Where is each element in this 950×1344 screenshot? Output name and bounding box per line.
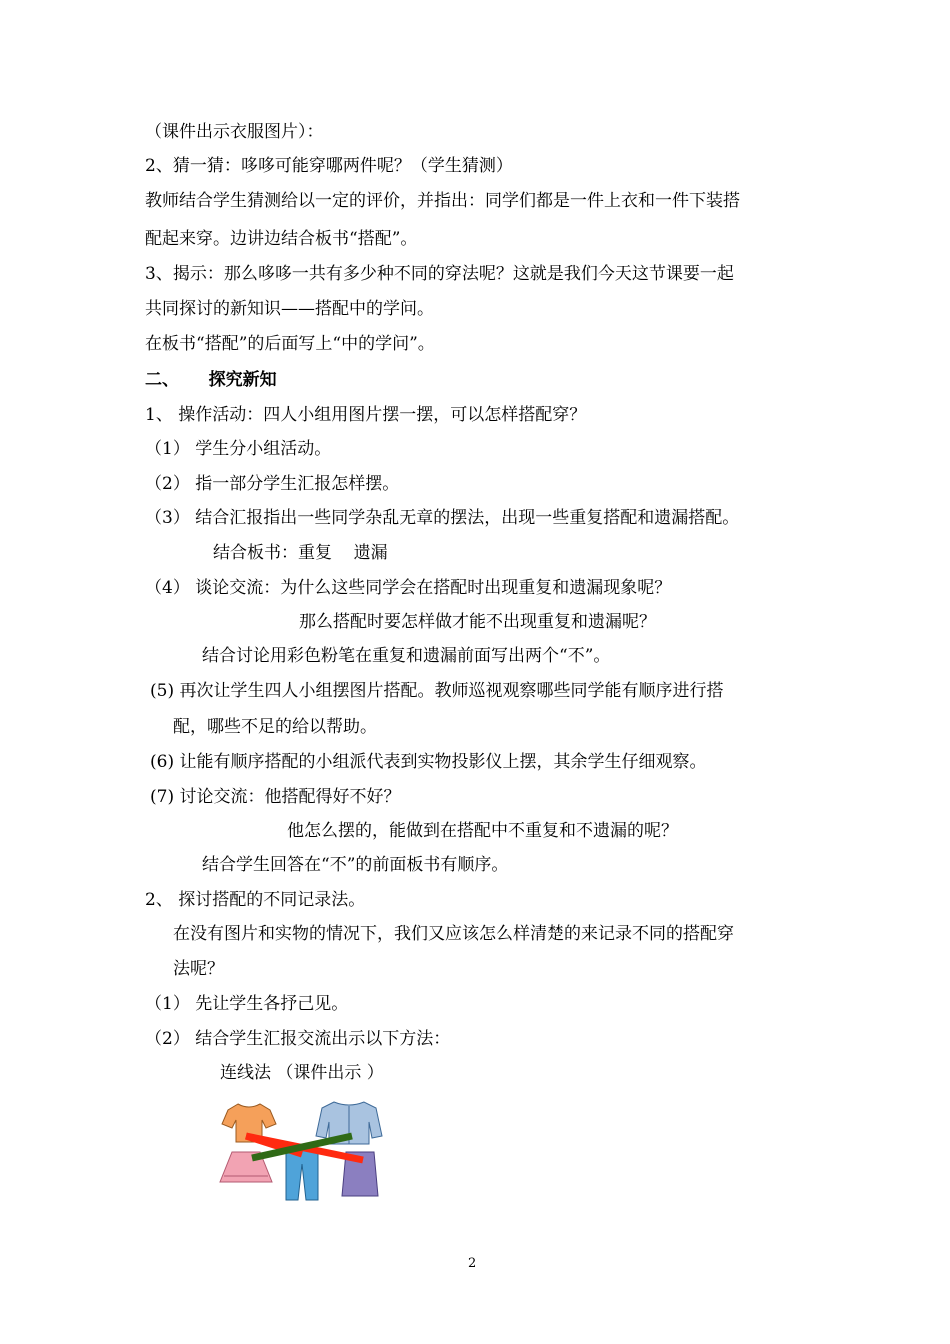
text-line-3: 教师结合学生猜测给以一定的评价，并指出：同学们都是一件上衣和一件下装搭 [145, 191, 740, 211]
text-line-4: 配起来穿。边讲边结合板书“搭配”。 [145, 229, 418, 249]
page-number: 2 [468, 1256, 477, 1271]
blue-jeans-icon [286, 1150, 318, 1200]
text-line-13: 结合板书：重复 遗漏 [213, 543, 388, 563]
text-line-2: 2、猜一猜：哆哆可能穿哪两件呢？（学生猜测） [145, 156, 513, 176]
clothing-pairing-illustration [216, 1096, 396, 1206]
text-line-27: （2） 结合学生汇报交流出示以下方法： [145, 1029, 451, 1049]
text-line-17: (5) 再次让学生四人小组摆图片搭配。教师巡视观察哪些同学能有顺序进行搭 [150, 681, 724, 701]
text-line-10: （1） 学生分小组活动。 [145, 439, 332, 459]
text-line-20: (7) 讨论交流：他搭配得好不好？ [150, 787, 401, 807]
section-heading: 二、 探究新知 [145, 370, 277, 390]
text-line-14: （4） 谈论交流：为什么这些同学会在搭配时出现重复和遗漏现象呢？ [145, 578, 672, 598]
text-line-11: （2） 指一部分学生汇报怎样摆。 [145, 474, 400, 494]
text-line-26: （1） 先让学生各抒己见。 [145, 994, 349, 1014]
text-line-22: 结合学生回答在“不”的前面板书有顺序。 [202, 855, 509, 875]
text-line-21: 他怎么摆的，能做到在搭配中不重复和不遗漏的呢？ [287, 821, 678, 841]
text-line-23: 2、 探讨搭配的不同记录法。 [145, 890, 366, 910]
text-line-28: 连线法 （课件出示 ） [220, 1063, 384, 1083]
text-line-9: 1、 操作活动：四人小组用图片摆一摆，可以怎样搭配穿？ [145, 405, 587, 425]
text-line-18: 配，哪些不足的给以帮助。 [173, 717, 377, 737]
text-line-19: (6) 让能有顺序搭配的小组派代表到实物投影仪上摆，其余学生仔细观察。 [150, 752, 707, 772]
text-line-15: 那么搭配时要怎样做才能不出现重复和遗漏呢？ [299, 612, 656, 632]
text-line-25: 法呢？ [173, 959, 224, 979]
text-line-6: 共同探讨的新知识——搭配中的学问。 [145, 299, 434, 319]
text-line-24: 在没有图片和实物的情况下，我们又应该怎么样清楚的来记录不同的搭配穿 [173, 924, 734, 944]
text-line-1: （课件出示衣服图片）： [145, 122, 324, 142]
text-line-7: 在板书“搭配”的后面写上“中的学问”。 [145, 334, 435, 354]
text-line-5: 3、揭示：那么哆哆一共有多少种不同的穿法呢？这就是我们今天这节课要一起 [145, 264, 734, 284]
text-line-12: （3） 结合汇报指出一些同学杂乱无章的摆法，出现一些重复搭配和遗漏搭配。 [145, 508, 740, 528]
text-line-16: 结合讨论用彩色粉笔在重复和遗漏前面写出两个“不”。 [202, 646, 611, 666]
